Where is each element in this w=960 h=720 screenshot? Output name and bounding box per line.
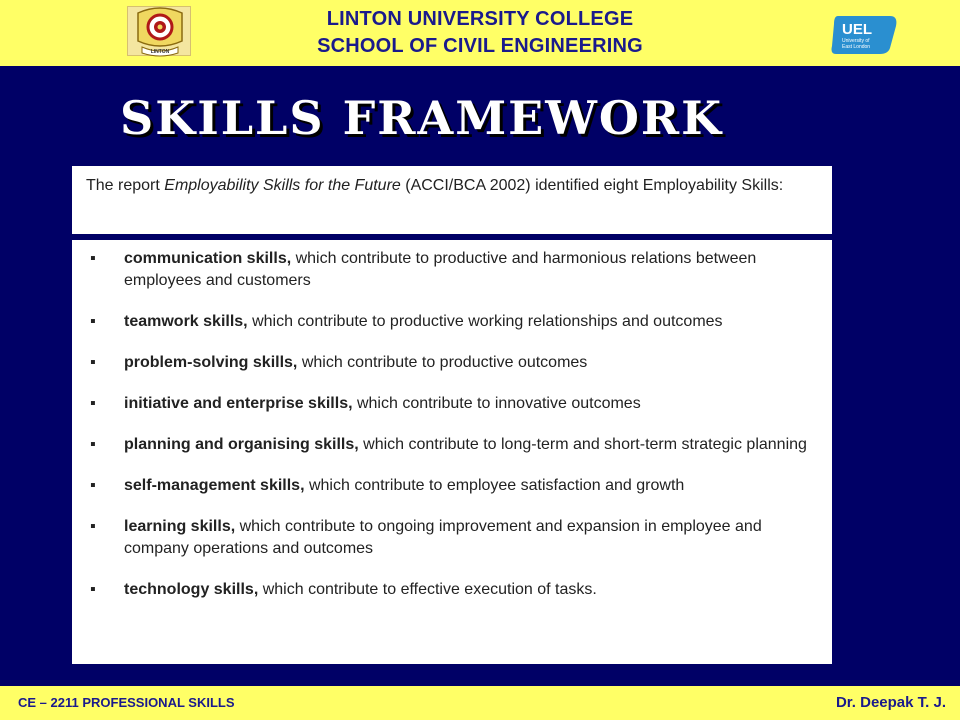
intro-box <box>72 166 832 234</box>
uel-logo <box>830 12 900 61</box>
uel-logo-text: UEL <box>842 21 872 38</box>
intro-text-before: The report <box>86 177 165 194</box>
university-name: LINTON UNIVERSITY COLLEGE <box>326 8 634 30</box>
bullet-icon: ▪ <box>90 395 96 412</box>
skill-item-communication <box>90 248 814 292</box>
skill-desc: which contribute to effective execution of tasks. <box>258 581 597 598</box>
course-code: CE – 2211 PROFESSIONAL SKILLS <box>18 695 235 710</box>
bullet-icon: ▪ <box>90 581 96 598</box>
uel-logo-sub2: East London <box>842 44 871 50</box>
author-name: Dr. Deepak T. J. <box>835 694 946 711</box>
skill-term: learning skills, <box>124 518 236 535</box>
bullet-icon: ▪ <box>90 354 96 371</box>
bullet-icon: ▪ <box>90 436 96 453</box>
bullet-icon: ▪ <box>90 477 96 494</box>
bullet-icon: ▪ <box>90 250 96 267</box>
skill-term: initiative and enterprise skills, <box>124 395 353 412</box>
skill-item-technology <box>90 579 814 601</box>
skill-item-teamwork <box>90 311 814 333</box>
skill-term: communication skills, <box>124 250 292 267</box>
skill-desc: which contribute to productive and harmonious relations between employees and customers <box>124 250 757 289</box>
uel-logo-sub1: University of <box>842 38 870 44</box>
skill-term: problem-solving skills, <box>124 354 298 371</box>
skill-item-initiative <box>90 393 814 415</box>
skill-desc: which contribute to productive working relationships and outcomes <box>247 313 723 330</box>
skill-term: technology skills, <box>124 581 259 598</box>
intro-text-after: (ACCI/BCA 2002) identified eight Employability Skills: <box>400 177 784 194</box>
linton-logo-text: LINTON <box>150 49 170 55</box>
skill-term: teamwork skills, <box>124 313 248 330</box>
skill-term: planning and organising skills, <box>124 436 359 453</box>
uel-logo-icon <box>830 12 900 56</box>
skill-desc: which contribute to innovative outcomes <box>352 395 641 412</box>
bullet-icon: ▪ <box>90 313 96 330</box>
school-name: SCHOOL OF CIVIL ENGINEERING <box>317 35 643 57</box>
header-band <box>0 0 960 66</box>
skill-term: self-management skills, <box>124 477 305 494</box>
skills-list <box>72 240 832 664</box>
skill-item-learning <box>90 516 814 560</box>
report-title: Employability Skills for the Future <box>164 177 401 194</box>
footer-band <box>0 686 960 720</box>
skill-desc: which contribute to productive outcomes <box>297 354 588 371</box>
slide-title: SKILLS FRAMEWORK <box>120 91 724 145</box>
institution-header <box>0 6 960 60</box>
skill-desc: which contribute to employee satisfaction and growth <box>304 477 685 494</box>
skill-item-problem-solving <box>90 352 814 374</box>
skill-item-planning <box>90 434 814 456</box>
skill-desc: which contribute to long-term and short-term strategic planning <box>358 436 807 453</box>
skill-desc: which contribute to ongoing improvement and expansion in employee and company operations and outcomes <box>124 518 762 557</box>
bullet-icon: ▪ <box>90 518 96 535</box>
skill-item-self-management <box>90 475 814 497</box>
